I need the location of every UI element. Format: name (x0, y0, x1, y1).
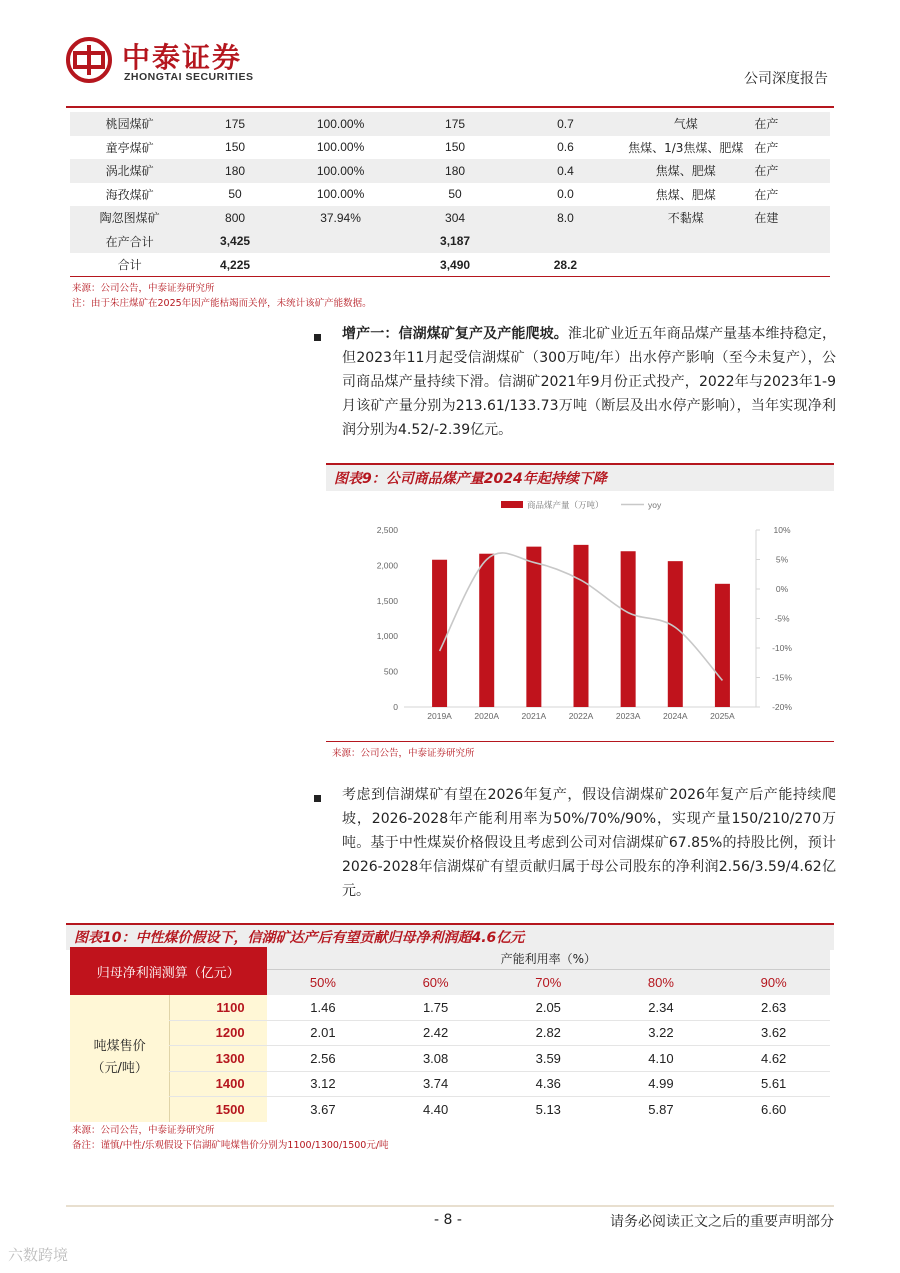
table-cell-equity: 175 (400, 112, 509, 136)
price-unit-label: （元/吨） (91, 1061, 148, 1077)
bar-output-2020A (479, 554, 494, 707)
coal-output-chart (326, 492, 834, 740)
watermark-text: 六数跨境 (8, 1246, 69, 1264)
legend-line-label: yoy (648, 500, 662, 510)
utilization-rate-header: 80% (605, 970, 718, 996)
price-value: 1500 (170, 1097, 267, 1122)
bar-output-2019A (432, 560, 447, 707)
utilization-rate-header: 90% (717, 970, 830, 996)
paragraph-body: 淮北矿业近五年商品煤产量基本维持稳定，但2023年11月起受信湖煤矿（300万吨/年）出水停产影响（至今未复产），公司商品煤产量持续下滑。信湖矿2021年9月份正式投产，2022年与2023年1-9月该矿产量分别为213.61/133.73万吨（断层及出水停产影响），当年实现净利润分别为4.52/-2.39亿元。 (342, 326, 837, 438)
profit-value-cell: 3.59 (492, 1046, 605, 1072)
price-label: 吨煤售价 (93, 1039, 146, 1055)
table-cell-capacity: 800 (189, 206, 281, 230)
profit-value-cell: 2.42 (379, 1020, 492, 1046)
bar-output-2024A (668, 561, 683, 707)
table-cell-equity: 3,490 (440, 257, 471, 272)
profit-value-cell: 2.34 (605, 995, 718, 1020)
y-left-tick-label: 0 (393, 702, 398, 712)
sensitivity-corner-header: 归母净利润测算（亿元） (70, 947, 267, 995)
profit-value-cell: 5.87 (648, 1101, 674, 1117)
table-footnote: 注：由于朱庄煤矿在2025年因产能枯竭而关停，未统计该矿产能数据。 (72, 298, 372, 309)
table-bottom-rule (70, 276, 830, 277)
x-tick-label: 2025A (710, 711, 735, 721)
table-cell-share: 37.94% (281, 206, 401, 230)
y-left-tick-label: 500 (383, 666, 398, 677)
table-row (70, 1097, 830, 1122)
table-cell-life: 0.4 (510, 159, 621, 183)
paragraph-growth-2: 考虑到信湖煤矿有望在2026年复产，假设信湖煤矿2026年复产后产能持续爬坡，2026-2028年产能利用率为50%/70%/90%，实现产量150/210/270万吨。基于中性煤炭价格假设且考虑到公司对信湖煤矿67.85%的持股比例，预计2026-2028年信湖煤矿有望贡献归属于母公司股东的净利润2.56/3.59/4.62亿元。 (342, 787, 836, 899)
profit-value-cell: 4.40 (422, 1101, 449, 1117)
profit-value-cell: 3.12 (267, 1071, 380, 1097)
bar-output-2025A (715, 584, 730, 707)
profit-value-cell: 1.75 (379, 995, 492, 1020)
x-tick-label: 2019A (427, 711, 452, 721)
profit-value-cell: 2.56 (267, 1046, 380, 1072)
table-row (70, 1046, 830, 1072)
y-right-tick-label: -5% (774, 613, 790, 624)
table-row-summary (70, 253, 830, 277)
legend-bar-label: 商品煤产量（万吨） (527, 501, 604, 511)
table-cell-life (510, 230, 621, 254)
utilization-rate-header: 60% (379, 970, 492, 996)
profit-value-cell: 5.61 (717, 1071, 830, 1097)
y-right-tick-label: 0% (775, 584, 789, 594)
table-cell-name: 童亭煤矿 (105, 140, 154, 155)
table-cell-status (750, 230, 830, 254)
table-cell-status: 在建 (750, 206, 830, 230)
brand-name-cn: 中泰证券 (122, 41, 243, 74)
table-cell-capacity: 150 (225, 140, 246, 155)
profit-value-cell: 4.99 (605, 1071, 718, 1097)
table-cell-name: 合计 (117, 258, 142, 273)
table-cell-capacity: 175 (189, 112, 281, 136)
profit-value-cell: 2.01 (267, 1020, 380, 1046)
table-cell-coal: 焦煤、肥煤 (621, 159, 750, 183)
bar-output-2022A (574, 545, 589, 707)
figure-9-bottom-rule (326, 741, 834, 742)
figure-10-title: 图表10：中性煤价假设下，信湖矿达产后有望贡献归母净利润超4.6亿元 (74, 930, 525, 946)
table-row (70, 183, 830, 207)
table-cell-capacity: 4,225 (220, 257, 251, 272)
x-tick-label: 2022A (568, 711, 594, 721)
profit-value-cell: 2.05 (492, 995, 605, 1020)
table-cell-capacity: 3,425 (189, 230, 281, 254)
table-cell-equity: 150 (445, 140, 466, 155)
table-cell-name: 在产合计 (70, 230, 189, 254)
table-cell-life: 0.6 (557, 140, 574, 155)
y-left-tick-label: 1,500 (376, 595, 398, 606)
paragraph-lead: 增产一：信湖煤矿复产及产能爬坡。 (342, 326, 568, 342)
price-value: 1300 (170, 1046, 267, 1072)
table-cell-share (281, 253, 401, 277)
profit-value-cell: 3.62 (717, 1020, 830, 1046)
y-right-tick-label: 5% (775, 554, 789, 565)
footer-disclaimer: 请务必阅读正文之后的重要声明部分 (610, 1214, 834, 1230)
table-row (70, 1020, 830, 1046)
y-left-tick-label: 1,000 (376, 631, 398, 642)
table-cell-capacity: 50 (228, 187, 242, 202)
table-cell-coal (621, 230, 750, 254)
bullet-square-icon (314, 334, 321, 341)
figure-9-title: 图表9：公司商品煤产量2024年起持续下降 (334, 471, 607, 487)
y-right-tick-label: -15% (772, 672, 792, 683)
utilization-rate-header: 50% (267, 970, 380, 996)
table-cell-share: 100.00% (316, 187, 365, 202)
mine-capacity-table (70, 112, 830, 277)
table-cell-life: 8.0 (510, 206, 621, 230)
legend-bar-swatch (501, 501, 523, 508)
table-cell-share: 100.00% (316, 140, 365, 155)
table-cell-status: 在产 (754, 140, 779, 155)
table-cell-status: 在产 (754, 187, 779, 202)
page-number: - 8 - (434, 1212, 462, 1228)
header-divider (66, 106, 834, 108)
profit-value-cell: 6.60 (760, 1101, 787, 1117)
table-row (70, 206, 830, 230)
brand-name-en: ZHONGTAI SECURITIES (124, 71, 254, 83)
profit-value-cell: 4.36 (492, 1071, 605, 1097)
profit-value-cell: 3.74 (379, 1071, 492, 1097)
table-cell-name: 海孜煤矿 (105, 187, 154, 202)
table-row-summary (70, 230, 830, 254)
table-cell-coal: 焦煤、1/3焦煤、肥煤 (628, 140, 744, 155)
table-cell-coal: 不黏煤 (621, 206, 750, 230)
y-right-tick-label: 10% (773, 525, 791, 535)
brand-logo-icon (66, 37, 112, 83)
table-cell-name: 涡北煤矿 (70, 159, 189, 183)
table-cell-equity: 180 (400, 159, 509, 183)
price-row-header (70, 995, 170, 1122)
utilization-rate-header: 70% (492, 970, 605, 996)
table-source-note: 来源：公司公告，中泰证券研究所 (72, 283, 215, 294)
table-cell-coal: 气煤 (621, 112, 750, 136)
table-cell-equity: 50 (448, 187, 462, 202)
table-cell-life: 0.7 (510, 112, 621, 136)
table-row (70, 112, 830, 136)
table-cell-share: 100.00% (281, 159, 401, 183)
profit-value-cell: 5.13 (535, 1101, 561, 1117)
table-cell-share: 100.00% (281, 112, 401, 136)
y-right-tick-label: -20% (772, 702, 792, 712)
table-cell-equity: 304 (400, 206, 509, 230)
y-right-tick-label: -10% (772, 643, 792, 653)
profit-value-cell: 1.46 (267, 995, 380, 1020)
x-tick-label: 2021A (521, 711, 547, 721)
report-type-label: 公司深度报告 (744, 71, 828, 87)
table-cell-name: 桃园煤矿 (70, 112, 189, 136)
bar-output-2021A (526, 547, 541, 707)
table-row (70, 1071, 830, 1097)
x-tick-label: 2024A (662, 711, 688, 721)
table-cell-name: 陶忽图煤矿 (70, 206, 189, 230)
profit-value-cell: 3.08 (379, 1046, 492, 1072)
x-tick-label: 2023A (615, 711, 641, 721)
table-cell-share (281, 230, 401, 254)
table-row (70, 995, 830, 1020)
table-cell-status (750, 253, 830, 277)
table-cell-coal (621, 253, 750, 277)
table-cell-status: 在产 (750, 112, 830, 136)
profit-value-cell: 4.62 (717, 1046, 830, 1072)
figure-10-source-note: 来源：公司公告，中泰证券研究所 (72, 1125, 215, 1136)
table-cell-status: 在产 (750, 159, 830, 183)
bullet-square-icon (314, 795, 321, 802)
profit-sensitivity-table (70, 947, 830, 1122)
table-cell-equity: 3,187 (400, 230, 509, 254)
profit-value-cell: 3.22 (605, 1020, 718, 1046)
figure-9-source-note: 来源：公司公告，中泰证券研究所 (332, 748, 475, 759)
y-left-tick-label: 2,500 (376, 525, 398, 535)
profit-value-cell: 3.67 (310, 1101, 336, 1117)
profit-value-cell: 2.82 (492, 1020, 605, 1046)
paragraph-growth-1 (342, 322, 836, 442)
figure-10-footnote: 备注：谨慎/中性/乐观假设下信湖矿吨煤售价分别为1100/1300/1500元/吨 (72, 1140, 389, 1151)
y-left-tick-label: 2,000 (376, 560, 398, 571)
profit-value-cell: 4.10 (605, 1046, 718, 1072)
table-cell-capacity: 180 (189, 159, 281, 183)
x-tick-label: 2020A (474, 711, 500, 721)
footer-divider (66, 1205, 834, 1207)
table-cell-life: 28.2 (553, 257, 578, 272)
table-cell-coal: 焦煤、肥煤 (655, 187, 716, 202)
price-value: 1400 (170, 1071, 267, 1097)
price-value: 1200 (170, 1020, 267, 1046)
profit-value-cell: 2.63 (717, 995, 830, 1020)
table-row (70, 136, 830, 160)
table-cell-life: 0.0 (557, 187, 574, 202)
utilization-group-header: 产能利用率（%） (267, 947, 830, 970)
table-row (70, 159, 830, 183)
price-value: 1100 (170, 995, 267, 1020)
bar-output-2023A (621, 551, 636, 707)
